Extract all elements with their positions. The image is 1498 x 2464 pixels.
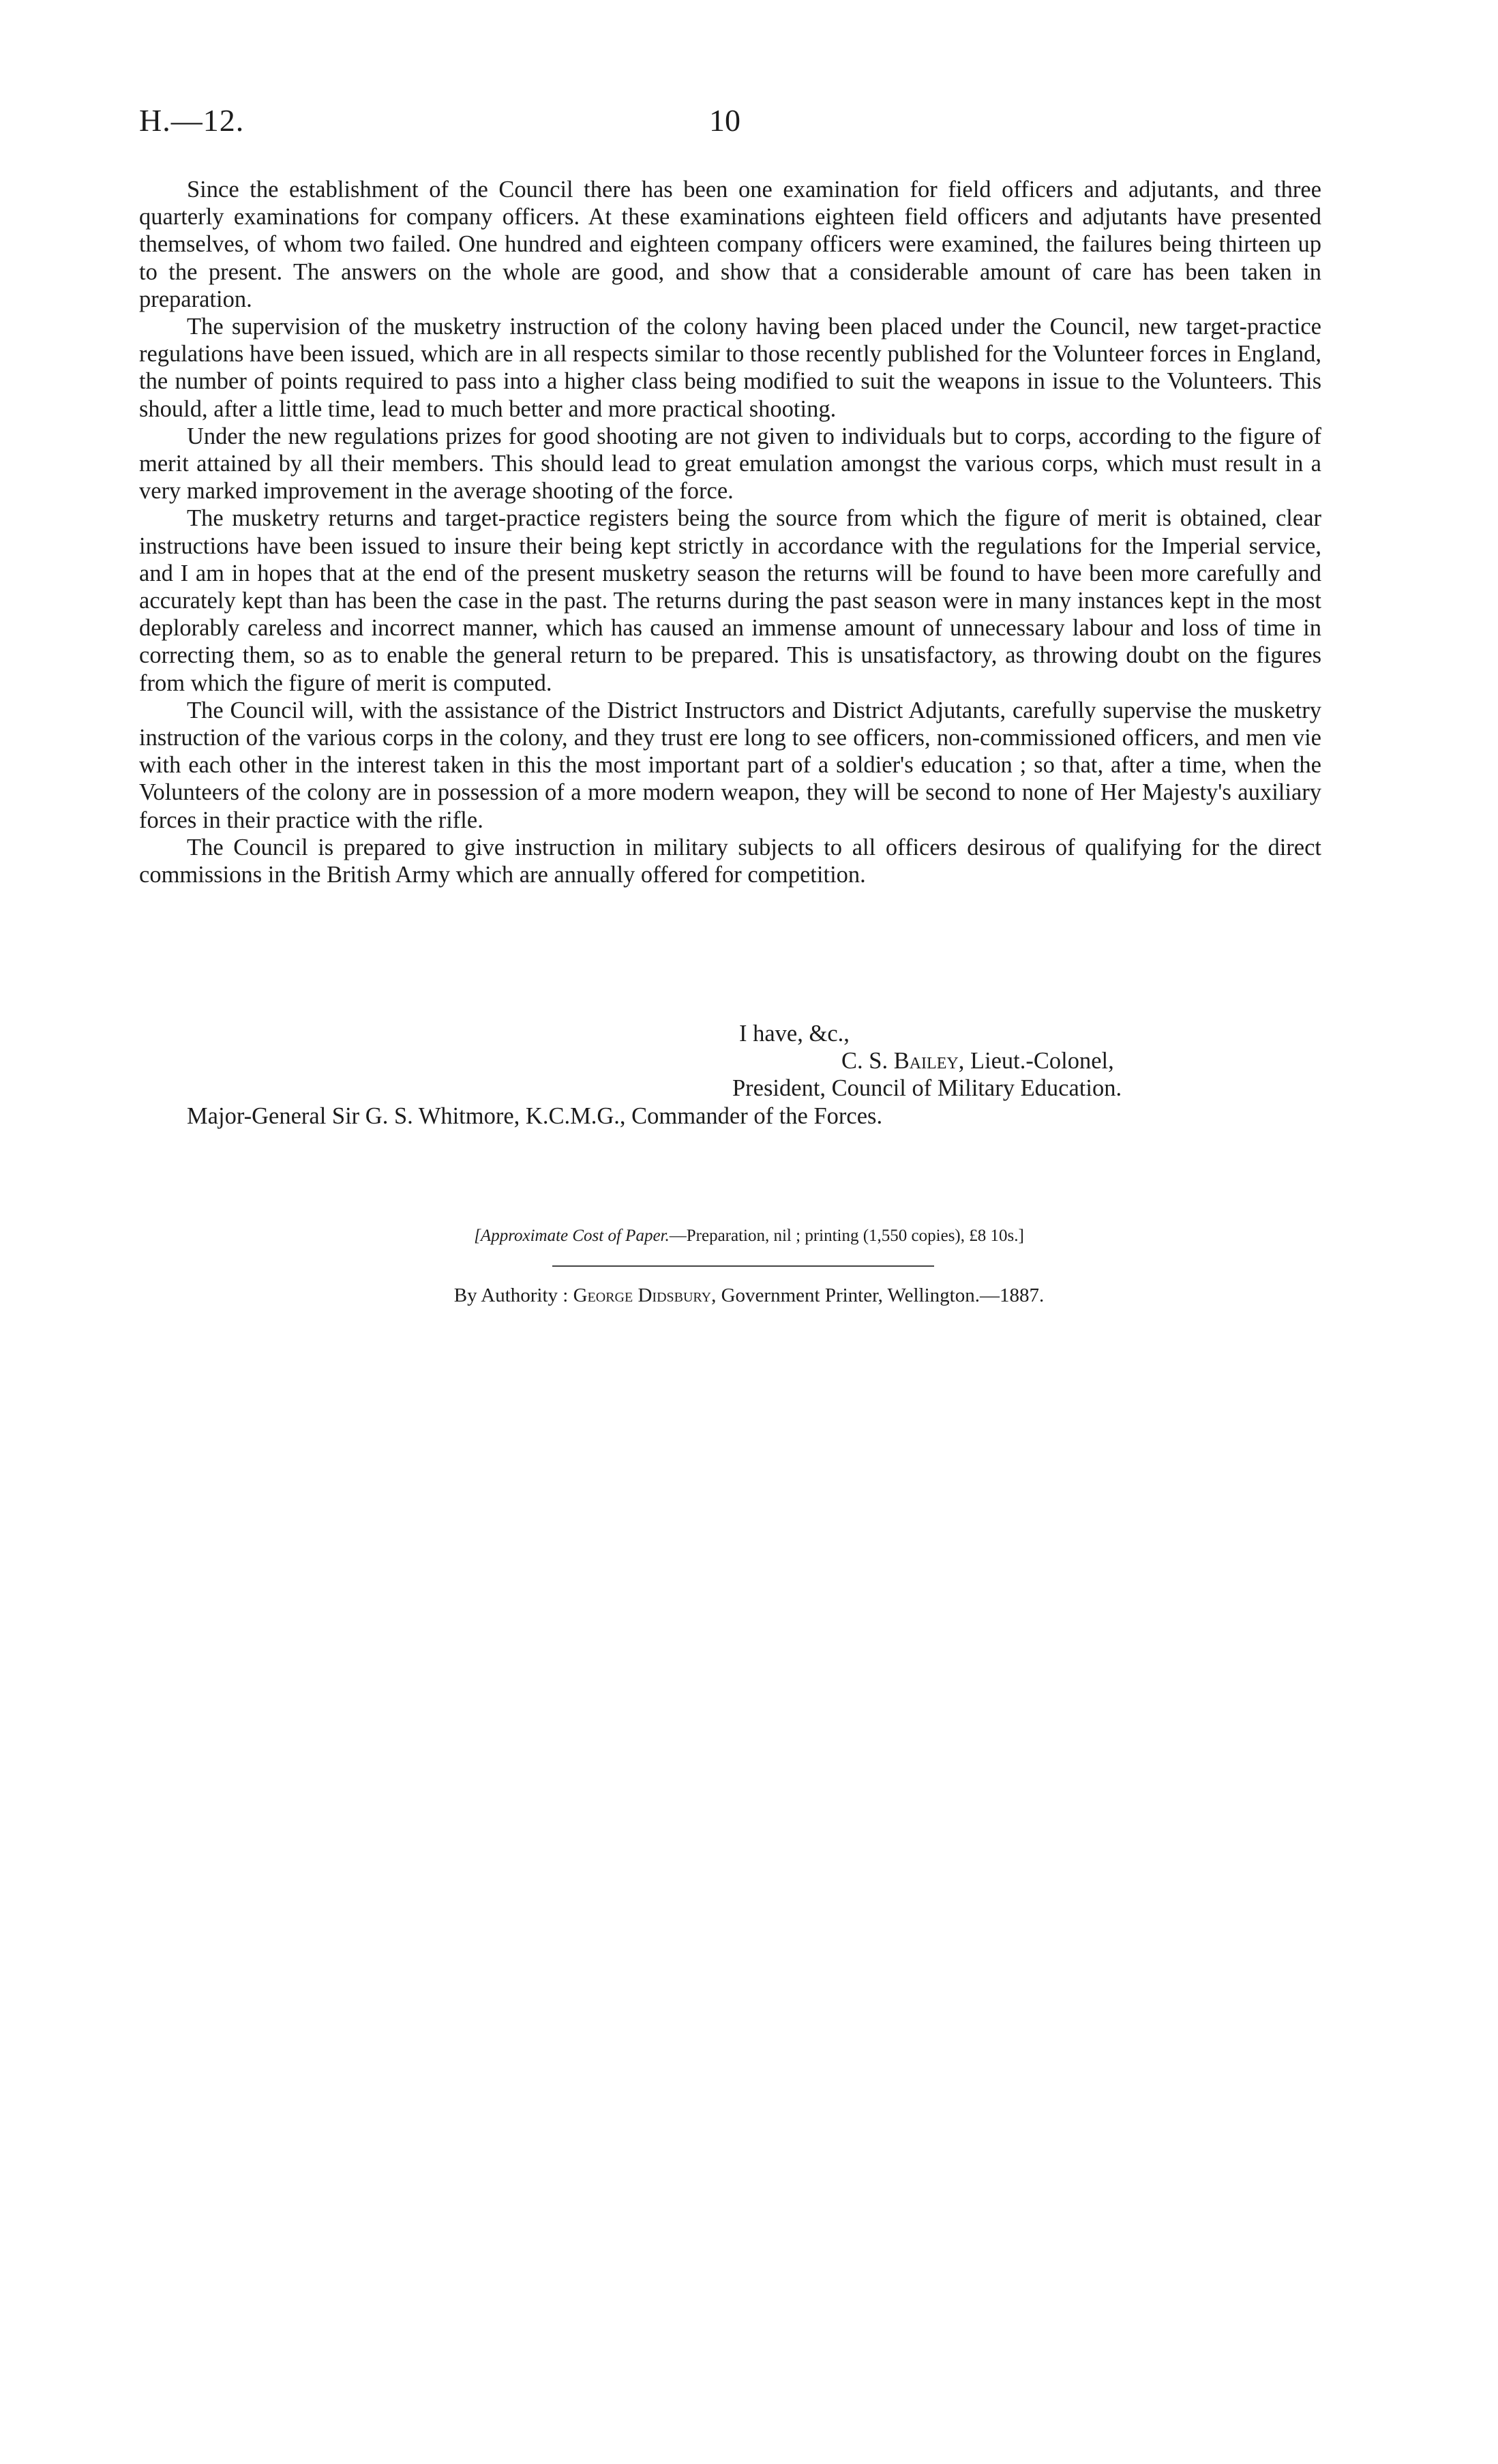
paragraph-military-instruction: The Council is prepared to give instruction in military subjects to all officers desirous of qualifying for the direct commissions in the British Army which are annually offered for competition.	[139, 834, 1321, 888]
imprint-suffix: , Government Printer, Wellington.—1887.	[711, 1284, 1045, 1306]
paragraph-examinations: Since the establishment of the Council there has been one examination for field officers and adjutants, and three quarterly examinations for company officers. At these examinations eighteen field officers and adjutants have presented themselves, of whom two failed. One hundred and eighteen company officers were examined, the failures being thirteen up to the present. The answers on the whole are good, and show that a considerable amount of care has been taken in preparation.	[139, 177, 1321, 312]
divider-rule	[552, 1265, 934, 1267]
letter-body	[139, 176, 1321, 888]
signatory-initials: C. S.	[841, 1048, 888, 1075]
salutation: I have, &c.,	[739, 1021, 850, 1047]
cost-of-paper-note	[0, 1227, 1498, 1246]
paragraph-musketry-supervision: The supervision of the musketry instruction of the colony having been placed under the Council, new target-practice regulations have been issued, which are in all respects similar to those recently published for the Volunteer forces in England, the number of points required to pass into a higher class being modified to suit the weapons in issue to the Volunteers. This should, after a little time, lead to much better and more practical shooting.	[139, 314, 1321, 422]
cost-note-label: [Approximate Cost of Paper.	[474, 1227, 670, 1245]
addressee: Major-General Sir G. S. Whitmore, K.C.M.G., Commander of the Forces.	[187, 1102, 883, 1129]
printer-name: George Didsbury	[573, 1284, 712, 1306]
printer-imprint	[0, 1284, 1498, 1307]
signatory-rank: , Lieut.-Colonel,	[958, 1048, 1114, 1075]
signatory-surname: Bailey	[893, 1048, 959, 1075]
letter-closing	[139, 1020, 1321, 1130]
cost-note-detail: —Preparation, nil ; printing (1,550 copies), £8 10s.]	[669, 1227, 1024, 1245]
document-reference: H.—12.	[139, 103, 245, 138]
paragraph-shooting-prizes: Under the new regulations prizes for good shooting are not given to individuals but to corps, according to the figure of merit attained by all their members. This should lead to great emulation amongst the various corps, which must result in a very marked improvement in the average shooting of the force.	[139, 423, 1321, 505]
paragraph-council-supervision: The Council will, with the assistance of the District Instructors and District Adjutants, carefully supervise the musketry instruction of the various corps in the colony, and they trust ere long to see officers, non-commissioned officers, and men vie with each other in the interest taken in this the most important part of a soldier's education ; so that, after a time, when the Volunteers of the colony are in possession of a more modern weapon, they will be second to none of Her Majesty's auxiliary forces in their practice with the rifle.	[139, 697, 1321, 833]
paragraph-musketry-returns: The musketry returns and target-practice registers being the source from which the figure of merit is obtained, clear instructions have been issued to insure their being kept strictly in accordance with the regulations for the Imperial service, and I am in hopes that at the end of the present musketry season the returns will be found to have been more carefully and accurately kept than has been the case in the past. The returns during the past season were in many instances kept in the most deplorably careless and incorrect manner, which has caused an immense amount of unnecessary labour and loss of time in correcting them, so as to enable the general return to be prepared. This is unsatisfactory, as throwing doubt on the figures from which the figure of merit is computed.	[139, 505, 1321, 696]
page-number: 10	[709, 103, 740, 138]
imprint-prefix: By Authority :	[453, 1284, 573, 1306]
signatory-title: President, Council of Military Education.	[732, 1075, 1122, 1102]
signatory	[139, 1047, 1321, 1075]
